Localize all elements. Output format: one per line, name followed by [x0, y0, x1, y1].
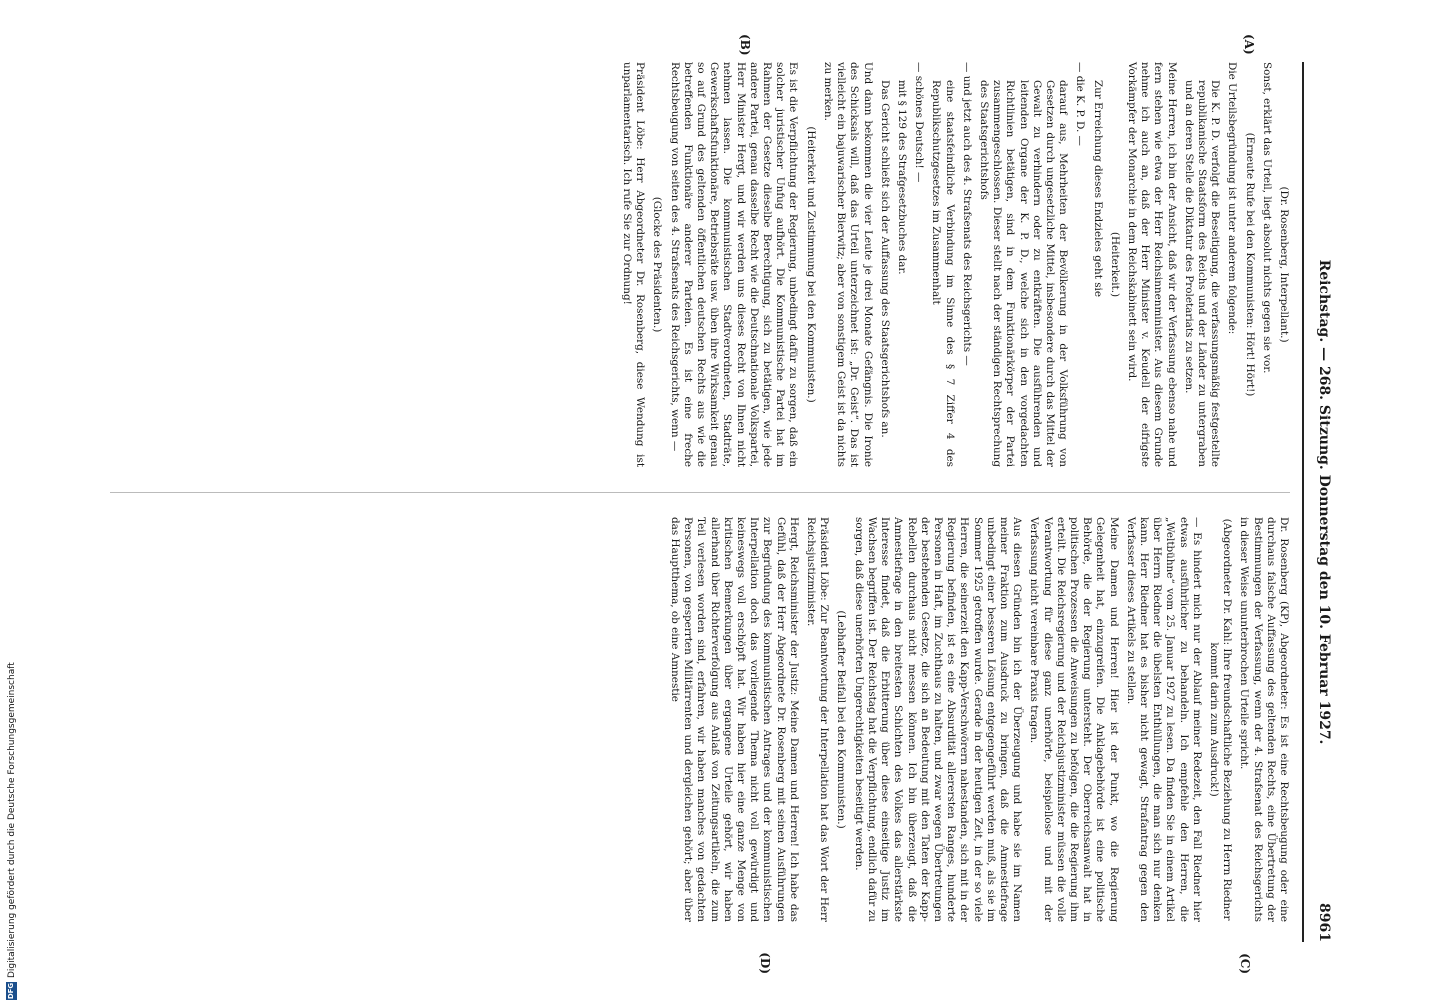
interjection: (Heiterkeit und Zustimmung bei den Kommunisten.)	[804, 126, 817, 403]
paragraph: — schönes Deutsch! —	[913, 62, 926, 183]
quotation: eine staatsfeindliche Verbindung im Sinne des § 7 Ziffer 4 des Republikschutzgesetzes im Zusammenhalt	[930, 80, 956, 467]
paragraph: Und dann bekommen die vier Leute je drei Monate Gefängnis. Die Ironie des Schicksals will, daß das Urteil unterzeichnet ist: „Dr. Geist“. Das ist vielleicht ein bajuwarischer Bierwitz; aber von sonstigem Geist ist da nichts zu merken.	[821, 62, 874, 467]
paragraph: Dr. Rosenberg (KP), Abgeordneter: Es ist eine Rechtsbeugung oder eine durchaus falsche Auffassung des geltenden Rechts, eine Übertretung der Bestimmungen der Verfassung, wenn der 4. Strafsenat des Reichsgerichts in dieser Weise ununterbrochen Urteile spricht.	[1238, 517, 1290, 922]
column-divider	[110, 492, 1290, 493]
interjection: (Glocke des Präsidenten.)	[651, 196, 664, 333]
paragraph: Sonst, erklärt das Urteil, liegt absolut nichts gegen sie vor.	[1260, 62, 1273, 374]
margin-marker-c: (C)	[1238, 953, 1252, 974]
paragraph: Die Urteilsbegründung ist unter anderem folgende:	[1226, 62, 1239, 335]
paragraph: — Es hindert mich nur der Ablauf meiner Redezeit, den Fall Riedner hier etwas ausführlicher zu behandeln. Ich empfehle den Herren, die „Weltbühne“ vom 25. Januar 1927 zu lesen. Da finden Sie in einem Artikel über Herrn Riedner die übelsten Enthüllungen, die man sich nur denken kann. Herr Riedner hat es bisher nicht gewagt, Strafantrag gegen den Verfasser dieses Artikels zu stellen.	[1124, 517, 1203, 922]
quotation: mit § 129 des Strafgesetzbuches dar.	[895, 80, 908, 275]
paragraph: — die K. P. D. —	[1074, 62, 1087, 146]
quotation: Die K. P. D. verfolgt die Beseitigung, die verfassungsmäßig festgestellte republikanische Staatsform des Reichs und der Länder zu untergraben und an deren Stelle die Diktatur des Proletariats zu setzen.	[1182, 80, 1222, 467]
left-column	[110, 62, 1290, 467]
interjection: (Abgeordneter Dr. Kahl: Ihre freundschaftliche Beziehung zu Herrn Riedner kommt darin zum Ausdruck!)	[1207, 518, 1234, 921]
paragraph: Präsident Löbe: Zur Beantwortung der Interpellation hat das Wort der Herr Reichsjustizminister.	[805, 517, 831, 922]
quotation: Zur Erreichung dieses Endzieles geht sie	[1091, 80, 1104, 298]
right-column	[110, 517, 1290, 922]
margin-marker-d: (D)	[758, 952, 772, 974]
paragraph: Präsident Löbe: Herr Abgeordneter Dr. Rosenberg, diese Wendung ist unparlamentarisch. Ich rufe Sie zur Ordnung!	[621, 62, 647, 467]
quotation: darauf aus, Mehrheiten der Bevölkerung in der Volksführung von Gesetzen durch ungesetzliche Mittel, insbesondere durch das Mittel der Gewalt zu verhindern oder zu entkräften. Die ausführenden und leitenden Organe der K. P. D., welche sich in den vorgedachten Richtlinien betätigen, sind in dem Funktionärkörper der Partei zusammengeschlossen. Dieser stellt nach der ständigen Rechtsprechung des Staatsgerichtshofs	[977, 80, 1070, 467]
page-header	[1302, 62, 1344, 942]
running-head: Reichstag. — 268. Sitzung. Donnerstag den 10. Februar 1927.	[1316, 259, 1332, 745]
interjection: (Heiterkeit.)	[1108, 231, 1121, 298]
paragraph: Es ist die Verpflichtung der Regierung, unbedingt dafür zu sorgen, daß ein solcher juristischer Unfug aufhört. Die Kommunistische Partei hat im Rahmen der Gesetze dieselbe Berechtigung, sich zu betätigen, wie jede andere Partei, genau dasselbe Recht wie die Deutschnationale Volkspartei, Herr Minister Hergt, und wir werden uns dieses Recht von Ihnen nicht nehmen lassen. Die kommunistischen Stadtverordneten, Stadträte, Gewerkschaftsfunktionäre, Betriebsräte usw. üben ihre Wirksamkeit genau so auf Grund des geltenden öffentlichen deutschen Rechts aus wie die betreffenden Funktionäre anderer Parteien. Es ist eine freche Rechtsbeugung von seiten des 4. Strafsenats des Reichsgerichts, wenn —	[668, 62, 800, 467]
page-scan	[54, 34, 1344, 974]
paragraph: Meine Herren, ich bin der Ansicht, daß wir der Verfassung ebenso nahe und fern stehen wie etwa der Herr Reichsinnenminister. Aus diesem Grunde nehme ich auch an, daß der Herr Minister v. Keudell der eifrigste Vorkämpfer der Monarchie in dem Reichskabinett sein wird.	[1125, 62, 1178, 467]
margin-marker-b: (B)	[738, 34, 752, 56]
paragraph: Meine Damen und Herren! Hier ist der Punkt, wo die Regierung Gelegenheit hat, einzugreifen. Die Anklagebehörde ist eine politische Behörde, die der Regierung untersteht. Der Oberreichsanwalt hat in politischen Prozessen die Anweisungen zu befolgen, die die Regierung ihm erteilt. Die Reichsregierung und der Reichsjustizminister müssen die volle Verantwortung für diese ganz unerhörte, beispiellose und mit der Verfassung nicht vereinbare Praxis tragen.	[1028, 517, 1120, 922]
paragraph: — und jetzt auch des 4. Strafsenats des Reichsgerichts —	[960, 62, 973, 366]
interjection: (Lebhafter Beifall bei den Kommunisten.)	[835, 610, 848, 829]
interjection: (Erneute Rufe bei den Kommunisten: Hört! Hört!)	[1243, 132, 1256, 397]
paragraph: Aus diesen Gründen bin ich der Überzeugung und habe sie im Namen meiner Fraktion zum Ausdruck zu bringen, daß die Amnestiefrage unbedingt einer besseren Lösung entgegengeführt werden muß, als sie im Sommer 1925 getroffen wurde. Gerade in der heutigen Zeit, in der so viele Herren, die seinerzeit den Kapp-Verschwörern nahestanden, sich mit in der Regierung befinden, ist es eine Absurdität allerersten Ranges, hunderte Personen in Haft, im Zuchthaus zu halten, und zwar wegen Übertretungen der bestehenden Gesetze, die sich an Bedeutung mit den Taten der Kapp-Rebellen durchaus nicht messen können. Ich bin überzeugt, daß die Amnestiefrage in den breitesten Schichten des Volkes das allerstärkste Interesse findet, daß die Erbitterung über diese einseitige Justiz im Wachsen begriffen ist. Der Reichstag hat die Verpflichtung, endlich dafür zu sorgen, daß diese unerhörten Ungerechtigkeiten beseitigt werden.	[852, 517, 1024, 922]
credit-text: Digitalisierung gefördert durch die Deutsche Forschungsgemeinschaft	[7, 662, 17, 978]
digitization-credit	[4, 0, 20, 1000]
quotation: Das Gericht schließt sich der Auffassung des Staatsgerichtshofs an.	[878, 80, 891, 438]
dfg-logo-icon: DFG	[7, 982, 15, 1000]
speaker-note: (Dr. Rosenberg, Interpellant.)	[1278, 186, 1290, 343]
page-number: 8961	[1316, 903, 1332, 942]
margin-marker-a: (A)	[1242, 34, 1256, 55]
paragraph: Hergt, Reichsminister der Justiz: Meine Damen und Herren! Ich habe das Gefühl, daß der Herr Abgeordnete Dr. Rosenberg mit seinen Ausführungen zur Begründung des kommunistischen Antrages und der kommunistischen Interpellation doch das vorliegende Thema nicht voll gewürdigt und keineswegs voll erschöpft hat. Wir haben hier eine ganze Menge von kritischen Bemerkungen über ergangene Urteile gehört, wir haben allerhand über Richterverfolgung aus Anlaß von Zeitungsartikeln, die zum Teil verlesen worden sind, erfahren, wir haben manches von gedachten Personen, von gesperrten Militärrenten und dergleichen gehört; aber über das Hauptthema, ob eine Amnestie	[669, 517, 800, 922]
